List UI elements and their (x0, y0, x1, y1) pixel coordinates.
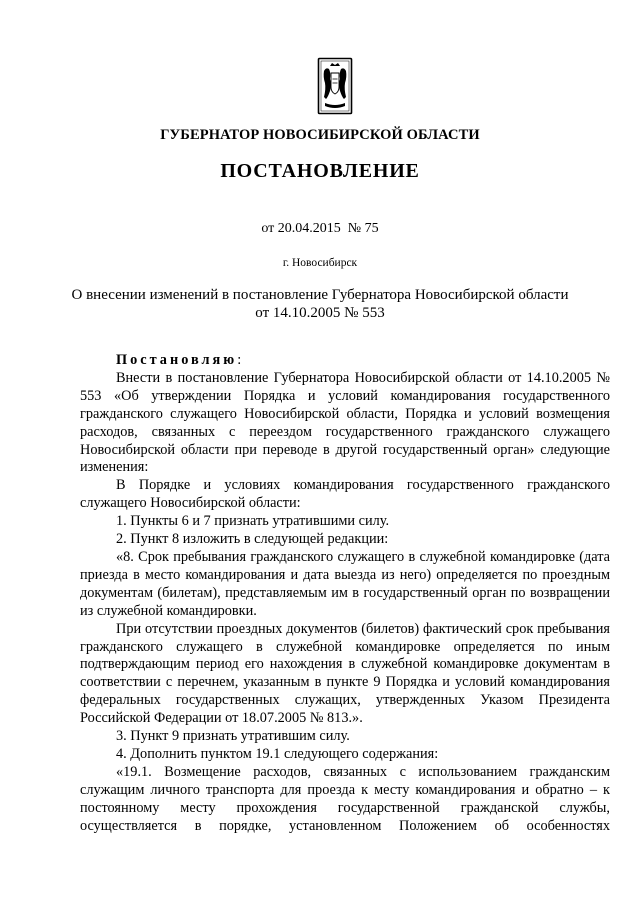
body-paragraph: «19.1. Возмещение расходов, связанных с использованием гражданским служащим личного транспорта для проезда к месту командирования и обратно – к постоянному месту прохождения государственной гражданской службы, осуществляется в порядке, установленном Положением об особенностях (80, 763, 610, 834)
issue-city: г. Новосибирск (282, 257, 358, 269)
resolution-lead (80, 352, 610, 370)
body-paragraph: Внести в постановление Губернатора Новосибирской области от 14.10.2005 № 553 «Об утверждении Порядка и условий командирования государственного гражданского служащего Новосибирской области, Порядка и условий возмещения расходов, связанных с переездом государственного гражданского служащего Новосибирской области при переводе в другой государственный орган» следующие изменения: (80, 369, 610, 476)
document-date: 20.04.2015 (277, 221, 341, 236)
subject-line-2: от 14.10.2005 № 553 (255, 305, 385, 321)
document-subject (0, 286, 640, 322)
lead-colon: : (237, 352, 242, 368)
body-paragraph: 4. Дополнить пунктом 19.1 следующего содержания: (116, 745, 439, 762)
date-prefix: от (261, 221, 275, 236)
body-paragraph: В Порядке и условиях командирования государственного гражданского служащего Новосибирской области: (80, 477, 610, 512)
document-number: № 75 (347, 221, 379, 236)
document-type-title: ПОСТАНОВЛЕНИЕ (220, 160, 420, 182)
subject-line-1: О внесении изменений в постановление Губернатора Новосибирской области (71, 287, 569, 303)
body-paragraph: 2. Пункт 8 изложить в следующей редакции: (116, 531, 389, 548)
body-paragraph: 3. Пункт 9 признать утратившим силу. (116, 728, 350, 745)
body-paragraph: «8. Срок пребывания гражданского служащего в служебной командировке (дата приезда в место командирования и дата выезда из него) определяется по проездным документам (билетам), представляемым им в государственный орган по возвращении из служебной командировки. (80, 548, 610, 619)
body-paragraph: При отсутствии проездных документов (билетов) фактический срок пребывания гражданского служащего в служебной командировке определяется по иным подтверждающим период его нахождения в служебной командировке документам в соответствии с перечнем, указанным в пункте 9 Порядка и условий командирования федеральных государственных служащих, утвержденных Указом Президента Российской Федерации от 18.07.2005 № 813.». (80, 620, 610, 727)
lead-word: Постановляю (116, 352, 238, 368)
document-date-number (0, 221, 640, 237)
document-body (80, 352, 610, 835)
coat-of-arms-emblem (317, 57, 353, 115)
issuing-authority: ГУБЕРНАТОР НОВОСИБИРСКОЙ ОБЛАСТИ (160, 127, 480, 143)
body-paragraph: 1. Пункты 6 и 7 признать утратившими силу. (116, 513, 390, 530)
